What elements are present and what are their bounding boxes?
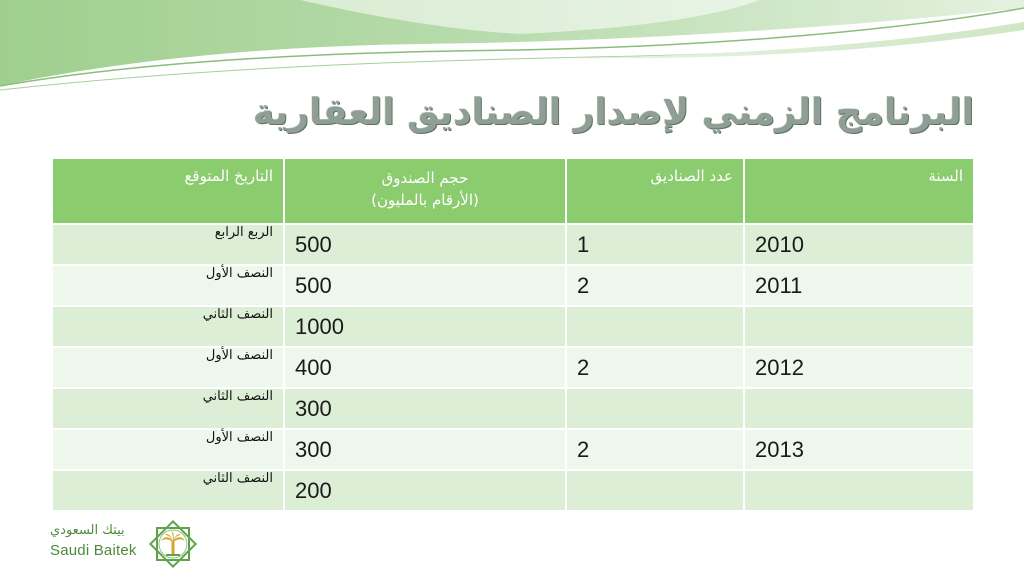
header-fund-size-line2: (الأرقام بالمليون) bbox=[371, 191, 479, 209]
cell-date: النصف الأول bbox=[52, 347, 284, 388]
cell-size: 500 bbox=[284, 224, 566, 265]
cell-date: النصف الأول bbox=[52, 429, 284, 470]
table-row bbox=[52, 306, 974, 347]
company-logo bbox=[50, 515, 210, 575]
cell-date: النصف الثاني bbox=[52, 306, 284, 347]
header-expected-date: التاريخ المتوقع bbox=[52, 158, 284, 224]
fund-schedule-table bbox=[51, 157, 975, 512]
palm-emblem-icon bbox=[146, 517, 200, 571]
cell-count: 2 bbox=[566, 347, 744, 388]
cell-size: 400 bbox=[284, 347, 566, 388]
cell-year: 2013 bbox=[744, 429, 974, 470]
header-fund-size-line1: حجم الصندوق bbox=[381, 169, 469, 187]
cell-size: 500 bbox=[284, 265, 566, 306]
cell-size: 1000 bbox=[284, 306, 566, 347]
header-fund-count: عدد الصناديق bbox=[566, 158, 744, 224]
cell-size: 300 bbox=[284, 388, 566, 429]
cell-date: النصف الأول bbox=[52, 265, 284, 306]
cell-year bbox=[744, 470, 974, 511]
header-fund-size bbox=[284, 158, 566, 224]
table-row bbox=[52, 388, 974, 429]
table-row bbox=[52, 470, 974, 511]
table-row bbox=[52, 265, 974, 306]
cell-year: 2010 bbox=[744, 224, 974, 265]
table-row bbox=[52, 429, 974, 470]
cell-count bbox=[566, 470, 744, 511]
cell-date: النصف الثاني bbox=[52, 470, 284, 511]
cell-size: 200 bbox=[284, 470, 566, 511]
table-header-row bbox=[52, 158, 974, 224]
cell-count: 1 bbox=[566, 224, 744, 265]
table-row bbox=[52, 347, 974, 388]
cell-date: النصف الثاني bbox=[52, 388, 284, 429]
cell-count: 2 bbox=[566, 265, 744, 306]
logo-english-text: Saudi Baitek bbox=[50, 542, 137, 559]
cell-year bbox=[744, 306, 974, 347]
logo-arabic-text: بيتك السعودي bbox=[50, 523, 125, 538]
cell-count bbox=[566, 388, 744, 429]
header-year: السنة bbox=[744, 158, 974, 224]
table-row bbox=[52, 224, 974, 265]
cell-count bbox=[566, 306, 744, 347]
cell-count: 2 bbox=[566, 429, 744, 470]
cell-year: 2011 bbox=[744, 265, 974, 306]
cell-year bbox=[744, 388, 974, 429]
header-decoration bbox=[0, 0, 1024, 100]
cell-date: الربع الرابع bbox=[52, 224, 284, 265]
cell-size: 300 bbox=[284, 429, 566, 470]
page-title: البرنامج الزمني لإصدار الصناديق العقارية bbox=[252, 92, 974, 133]
cell-year: 2012 bbox=[744, 347, 974, 388]
